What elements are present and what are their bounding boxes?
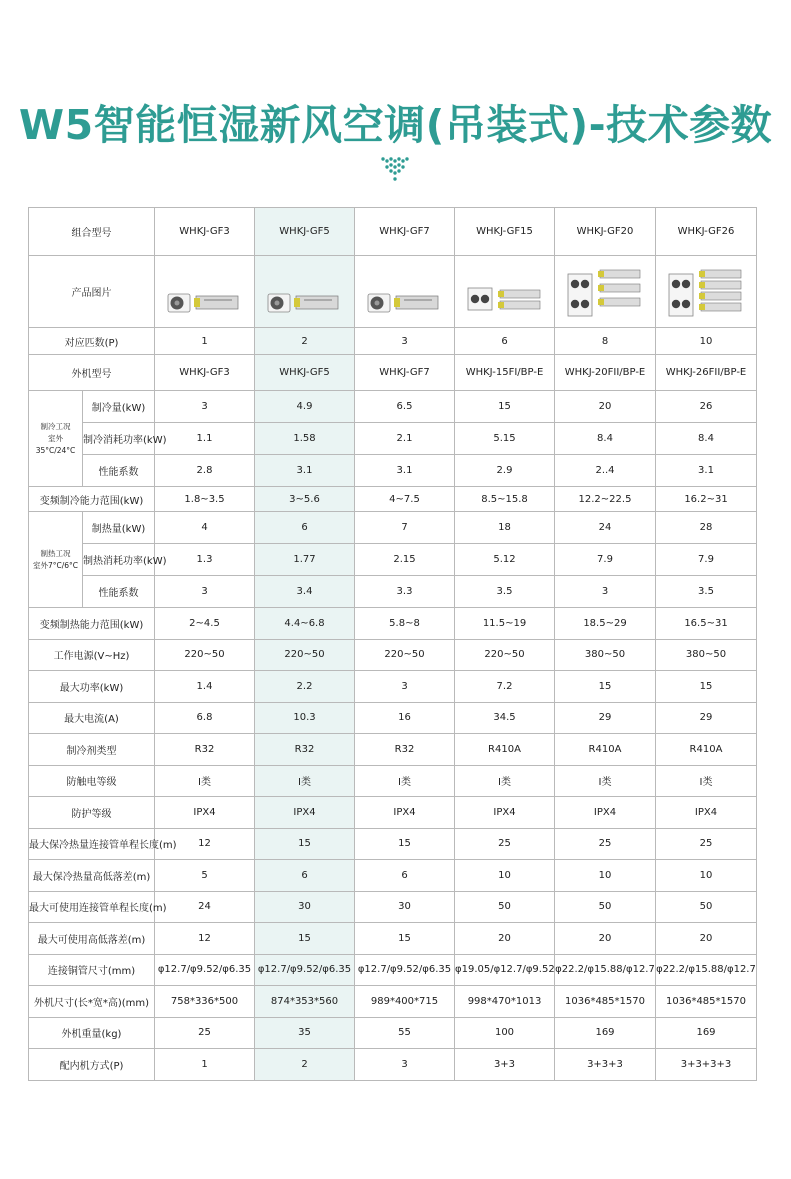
cell-indoor-config: 3+3: [455, 1049, 555, 1081]
row-label-cooling-range: 变频制冷能力范围(kW): [29, 487, 155, 512]
cell-shock-class: I类: [555, 765, 656, 797]
cell-cooling-power: 1.1: [155, 423, 255, 455]
cell-heating-cop: 3: [155, 576, 255, 608]
cell-shock-class: I类: [355, 765, 455, 797]
cell-heating-cop: 3.5: [455, 576, 555, 608]
product-image-cell: [155, 256, 255, 328]
row-label-heating-cop: 性能系数: [83, 576, 155, 608]
row-label-indoor-config: 配内机方式(P): [29, 1049, 155, 1081]
cell-outdoor-model: WHKJ-15FI/BP-E: [455, 355, 555, 391]
cell-heating-power: 7.9: [555, 544, 656, 576]
row-image: [29, 256, 757, 328]
cell-protection: IPX4: [455, 797, 555, 829]
cell-pipe-size: φ22.2/φ15.88/φ12.7: [555, 954, 656, 986]
row-protection: [29, 797, 757, 829]
cell-cooling-power: 1.58: [255, 423, 355, 455]
row-label-power-supply: 工作电源(V~Hz): [29, 639, 155, 671]
cell-heating-capacity: 24: [555, 512, 656, 544]
ac-unit-image-icon: [462, 264, 548, 320]
row-dimensions: [29, 986, 757, 1018]
row-label-max-pipe-usable: 最大可使用连接管单程长度(m): [29, 891, 155, 923]
cell-heating-capacity: 7: [355, 512, 455, 544]
cell-outdoor-model: WHKJ-GF7: [355, 355, 455, 391]
cell-cooling-power: 2.1: [355, 423, 455, 455]
cell-hp: 8: [555, 328, 656, 355]
cell-max-current: 34.5: [455, 702, 555, 734]
cell-max-height-insulated: 10: [455, 860, 555, 892]
cell-heating-cop: 3.4: [255, 576, 355, 608]
cell-max-height-insulated: 10: [656, 860, 757, 892]
cell-outdoor-model: WHKJ-20FII/BP-E: [555, 355, 656, 391]
ac-unit-image-icon: [162, 264, 248, 320]
cell-max-power: 1.4: [155, 671, 255, 703]
cell-max-current: 16: [355, 702, 455, 734]
cell-model: WHKJ-GF3: [155, 208, 255, 256]
cell-protection: IPX4: [155, 797, 255, 829]
cell-cooling-capacity: 20: [555, 391, 656, 423]
cell-max-pipe-insulated: 12: [155, 828, 255, 860]
row-label-dimensions: 外机尺寸(长*宽*高)(mm): [29, 986, 155, 1018]
row-refrigerant: [29, 734, 757, 766]
row-label-max-current: 最大电流(A): [29, 702, 155, 734]
cell-heating-range: 5.8~8: [355, 608, 455, 640]
dot-triangle-logo-icon: [380, 156, 410, 184]
cell-heating-capacity: 28: [656, 512, 757, 544]
cell-max-height-insulated: 6: [255, 860, 355, 892]
row-label-outdoor-model: 外机型号: [29, 355, 155, 391]
cell-heating-capacity: 6: [255, 512, 355, 544]
product-image-cell: [555, 256, 656, 328]
row-label-heating-range: 变频制热能力范围(kW): [29, 608, 155, 640]
heating-group-line1: 制热工况: [40, 548, 71, 558]
row-label-cooling-cop: 性能系数: [83, 455, 155, 487]
row-pipe-size: [29, 954, 757, 986]
cell-max-pipe-usable: 50: [555, 891, 656, 923]
row-label-cooling-capacity: 制冷量(kW): [83, 391, 155, 423]
cell-refrigerant: R32: [255, 734, 355, 766]
row-label-max-power: 最大功率(kW): [29, 671, 155, 703]
cell-power-supply: 380~50: [656, 639, 757, 671]
cell-heating-range: 4.4~6.8: [255, 608, 355, 640]
cell-max-current: 10.3: [255, 702, 355, 734]
cell-max-height-usable: 20: [656, 923, 757, 955]
cell-pipe-size: φ12.7/φ9.52/φ6.35: [355, 954, 455, 986]
cell-refrigerant: R32: [355, 734, 455, 766]
cell-dimensions: 1036*485*1570: [656, 986, 757, 1018]
cooling-group-line1: 制冷工况: [40, 421, 71, 431]
cell-pipe-size: φ12.7/φ9.52/φ6.35: [155, 954, 255, 986]
cell-model: WHKJ-GF15: [455, 208, 555, 256]
cell-hp: 10: [656, 328, 757, 355]
cell-max-pipe-usable: 50: [455, 891, 555, 923]
row-heating-range: [29, 608, 757, 640]
cell-model: WHKJ-GF20: [555, 208, 656, 256]
cell-indoor-config: 1: [155, 1049, 255, 1081]
cell-indoor-config: 2: [255, 1049, 355, 1081]
cell-max-power: 15: [656, 671, 757, 703]
cell-cooling-range: 16.2~31: [656, 487, 757, 512]
cell-cooling-cop: 3.1: [255, 455, 355, 487]
cell-cooling-capacity: 3: [155, 391, 255, 423]
spec-table: [28, 207, 757, 1081]
cell-pipe-size: φ19.05/φ12.7/φ9.52: [455, 954, 555, 986]
cell-heating-cop: 3: [555, 576, 656, 608]
cell-max-pipe-insulated: 15: [255, 828, 355, 860]
product-image-cell: [355, 256, 455, 328]
cell-max-power: 3: [355, 671, 455, 703]
row-label-max-pipe-insulated: 最大保冷热量连接管单程长度(m): [29, 828, 155, 860]
cell-max-height-usable: 20: [455, 923, 555, 955]
cell-refrigerant: R32: [155, 734, 255, 766]
cell-cooling-capacity: 15: [455, 391, 555, 423]
cell-refrigerant: R410A: [555, 734, 656, 766]
cell-outdoor-model: WHKJ-GF3: [155, 355, 255, 391]
ac-unit-image-icon: [262, 264, 348, 320]
cell-max-power: 15: [555, 671, 656, 703]
row-label-model: 组合型号: [29, 208, 155, 256]
row-label-cooling-power: 制冷消耗功率(kW): [83, 423, 155, 455]
cell-heating-power: 5.12: [455, 544, 555, 576]
cell-cooling-power: 5.15: [455, 423, 555, 455]
cell-max-power: 7.2: [455, 671, 555, 703]
page-title: W5智能恒湿新风空调(吊装式)-技术参数: [18, 101, 773, 149]
cell-hp: 2: [255, 328, 355, 355]
row-max-power: [29, 671, 757, 703]
cell-max-height-usable: 12: [155, 923, 255, 955]
row-heating-capacity: [29, 512, 757, 544]
cell-heating-cop: 3.3: [355, 576, 455, 608]
cell-cooling-cop: 3.1: [355, 455, 455, 487]
row-max-height-insulated: [29, 860, 757, 892]
cell-indoor-config: 3+3+3: [555, 1049, 656, 1081]
cell-dimensions: 989*400*715: [355, 986, 455, 1018]
row-label-hp: 对应匹数(P): [29, 328, 155, 355]
cell-max-height-usable: 15: [355, 923, 455, 955]
row-max-height-usable: [29, 923, 757, 955]
cell-max-height-insulated: 5: [155, 860, 255, 892]
cell-max-power: 2.2: [255, 671, 355, 703]
cell-shock-class: I类: [255, 765, 355, 797]
row-label-shock-class: 防触电等级: [29, 765, 155, 797]
cell-weight: 25: [155, 1017, 255, 1049]
row-label-weight: 外机重量(kg): [29, 1017, 155, 1049]
cell-max-pipe-usable: 30: [355, 891, 455, 923]
cell-max-height-usable: 15: [255, 923, 355, 955]
cell-hp: 6: [455, 328, 555, 355]
cell-power-supply: 380~50: [555, 639, 656, 671]
cell-protection: IPX4: [656, 797, 757, 829]
cell-power-supply: 220~50: [455, 639, 555, 671]
cell-pipe-size: φ12.7/φ9.52/φ6.35: [255, 954, 355, 986]
cell-cooling-range: 4~7.5: [355, 487, 455, 512]
cell-model: WHKJ-GF7: [355, 208, 455, 256]
row-label-protection: 防护等级: [29, 797, 155, 829]
cell-cooling-range: 3~5.6: [255, 487, 355, 512]
row-heating-cop: [29, 576, 757, 608]
cell-pipe-size: φ22.2/φ15.88/φ12.7: [656, 954, 757, 986]
cell-protection: IPX4: [555, 797, 656, 829]
cell-indoor-config: 3+3+3+3: [656, 1049, 757, 1081]
cell-hp: 3: [355, 328, 455, 355]
cell-max-pipe-usable: 30: [255, 891, 355, 923]
cell-heating-power: 7.9: [656, 544, 757, 576]
row-label-heating-capacity: 制热量(kW): [83, 512, 155, 544]
cell-max-pipe-insulated: 25: [455, 828, 555, 860]
cooling-condition-group: [29, 391, 83, 487]
cell-cooling-range: 12.2~22.5: [555, 487, 656, 512]
cell-max-current: 29: [555, 702, 656, 734]
cell-power-supply: 220~50: [355, 639, 455, 671]
cell-shock-class: I类: [656, 765, 757, 797]
cell-cooling-capacity: 26: [656, 391, 757, 423]
cell-protection: IPX4: [255, 797, 355, 829]
cooling-group-line2: 室外35°C/24°C: [35, 433, 76, 455]
cell-cooling-capacity: 4.9: [255, 391, 355, 423]
cell-cooling-capacity: 6.5: [355, 391, 455, 423]
cell-protection: IPX4: [355, 797, 455, 829]
cell-weight: 55: [355, 1017, 455, 1049]
cell-refrigerant: R410A: [656, 734, 757, 766]
cell-heating-range: 2~4.5: [155, 608, 255, 640]
cell-model: WHKJ-GF5: [255, 208, 355, 256]
cell-outdoor-model: WHKJ-26FII/BP-E: [656, 355, 757, 391]
row-max-pipe-usable: [29, 891, 757, 923]
cell-cooling-range: 8.5~15.8: [455, 487, 555, 512]
cell-heating-range: 11.5~19: [455, 608, 555, 640]
cell-heating-cop: 3.5: [656, 576, 757, 608]
cell-cooling-cop: 2..4: [555, 455, 656, 487]
cell-cooling-power: 8.4: [555, 423, 656, 455]
row-label-max-height-usable: 最大可使用高低落差(m): [29, 923, 155, 955]
row-weight: [29, 1017, 757, 1049]
heating-condition-group: [29, 512, 83, 608]
cell-refrigerant: R410A: [455, 734, 555, 766]
cell-max-pipe-usable: 24: [155, 891, 255, 923]
cell-indoor-config: 3: [355, 1049, 455, 1081]
row-indoor-config: [29, 1049, 757, 1081]
heating-group-line2: 室外7°C/6°C: [32, 560, 79, 570]
cell-dimensions: 1036*485*1570: [555, 986, 656, 1018]
cell-max-height-insulated: 6: [355, 860, 455, 892]
row-hp: [29, 328, 757, 355]
ac-unit-image-icon: [663, 264, 749, 320]
row-heating-power: [29, 544, 757, 576]
cell-dimensions: 998*470*1013: [455, 986, 555, 1018]
cell-heating-capacity: 4: [155, 512, 255, 544]
cell-cooling-cop: 3.1: [656, 455, 757, 487]
cell-max-height-usable: 20: [555, 923, 656, 955]
cell-weight: 35: [255, 1017, 355, 1049]
cell-heating-power: 2.15: [355, 544, 455, 576]
row-power-supply: [29, 639, 757, 671]
cell-model: WHKJ-GF26: [656, 208, 757, 256]
cell-power-supply: 220~50: [255, 639, 355, 671]
cell-max-height-insulated: 10: [555, 860, 656, 892]
row-label-max-height-insulated: 最大保冷热量高低落差(m): [29, 860, 155, 892]
cell-cooling-range: 1.8~3.5: [155, 487, 255, 512]
cell-hp: 1: [155, 328, 255, 355]
row-shock-class: [29, 765, 757, 797]
cell-power-supply: 220~50: [155, 639, 255, 671]
cell-shock-class: I类: [455, 765, 555, 797]
product-image-cell: [656, 256, 757, 328]
cell-heating-power: 1.77: [255, 544, 355, 576]
row-label-pipe-size: 连接铜管尺寸(mm): [29, 954, 155, 986]
cell-dimensions: 874*353*560: [255, 986, 355, 1018]
row-max-current: [29, 702, 757, 734]
cell-cooling-cop: 2.9: [455, 455, 555, 487]
cell-outdoor-model: WHKJ-GF5: [255, 355, 355, 391]
ac-unit-image-icon: [562, 264, 648, 320]
row-model: [29, 208, 757, 256]
cell-cooling-cop: 2.8: [155, 455, 255, 487]
cell-heating-range: 18.5~29: [555, 608, 656, 640]
cell-heating-power: 1.3: [155, 544, 255, 576]
product-image-cell: [255, 256, 355, 328]
cell-weight: 100: [455, 1017, 555, 1049]
cell-heating-range: 16.5~31: [656, 608, 757, 640]
cell-cooling-power: 8.4: [656, 423, 757, 455]
row-outdoor-model: [29, 355, 757, 391]
row-cooling-power: [29, 423, 757, 455]
ac-unit-image-icon: [362, 264, 448, 320]
row-cooling-cop: [29, 455, 757, 487]
row-label-image: 产品图片: [29, 256, 155, 328]
cell-max-pipe-usable: 50: [656, 891, 757, 923]
cell-max-current: 29: [656, 702, 757, 734]
cell-weight: 169: [656, 1017, 757, 1049]
row-max-pipe-insulated: [29, 828, 757, 860]
row-cooling-capacity: [29, 391, 757, 423]
row-label-refrigerant: 制冷剂类型: [29, 734, 155, 766]
cell-max-current: 6.8: [155, 702, 255, 734]
cell-heating-capacity: 18: [455, 512, 555, 544]
cell-max-pipe-insulated: 15: [355, 828, 455, 860]
cell-max-pipe-insulated: 25: [656, 828, 757, 860]
product-image-cell: [455, 256, 555, 328]
row-cooling-range: [29, 487, 757, 512]
cell-dimensions: 758*336*500: [155, 986, 255, 1018]
cell-max-pipe-insulated: 25: [555, 828, 656, 860]
cell-shock-class: I类: [155, 765, 255, 797]
cell-weight: 169: [555, 1017, 656, 1049]
row-label-heating-power: 制热消耗功率(kW): [83, 544, 155, 576]
